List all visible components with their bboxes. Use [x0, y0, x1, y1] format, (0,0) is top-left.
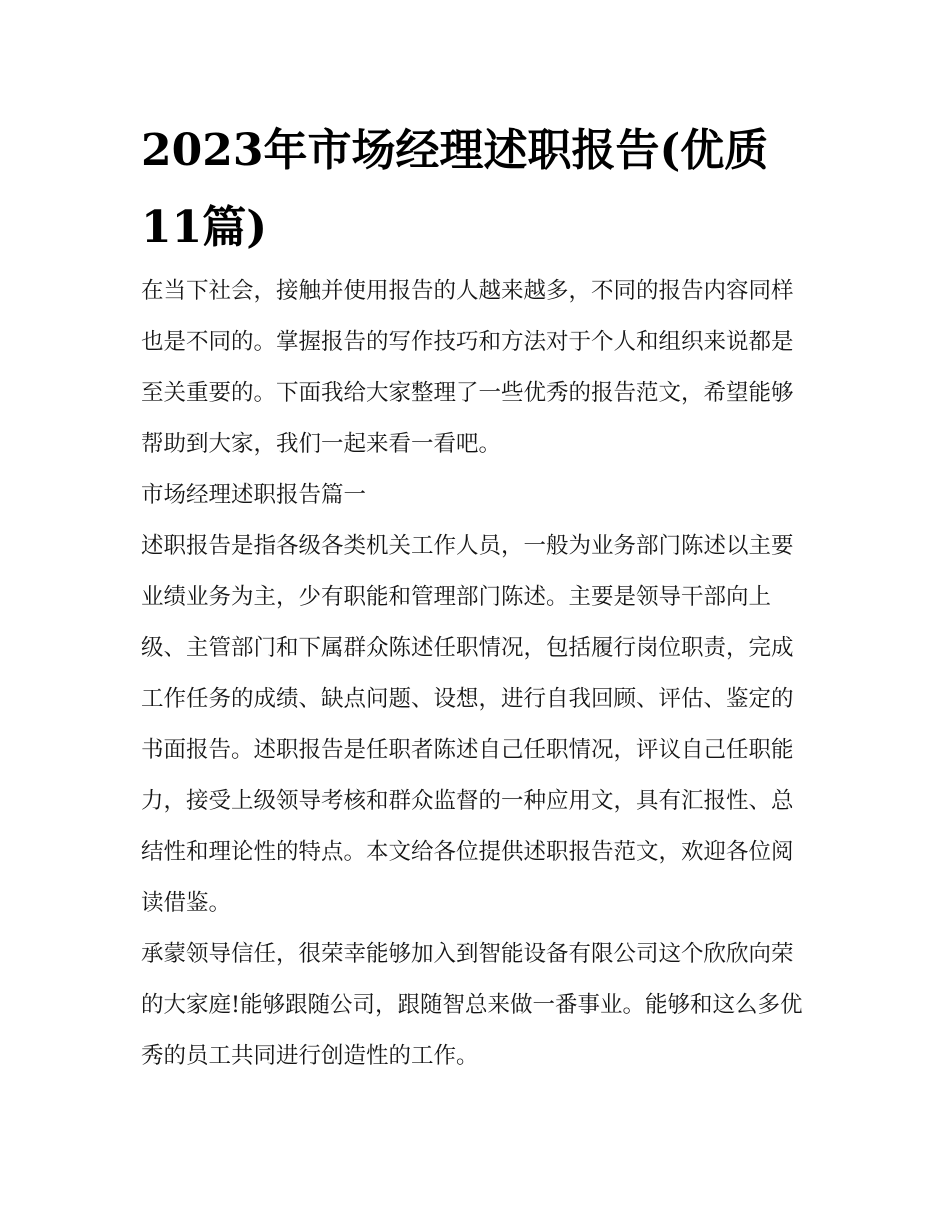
- body-paragraph: 承蒙领导信任，很荣幸能够加入到智能设备有限公司这个欣欣向荣的大家庭!能够跟随公司，跟随智总来做一番事业。能够和这么多优秀的员工共同进行创造性的工作。: [141, 941, 803, 1069]
- section-heading: 市场经理述职报告篇一: [141, 482, 367, 508]
- document-title: 2023年市场经理述职报告(优质11篇): [141, 125, 769, 253]
- body-paragraph: 述职报告是指各级各类机关工作人员，一般为业务部门陈述以主要业绩业务为主，少有职能和管理部门陈述。主要是领导干部向上级、主管部门和下属群众陈述任职情况，包括履行岗位职责，完成工作任务的成绩、缺点问题、设想，进行自我回顾、评估、鉴定的书面报告。述职报告是任职者陈述自己任职情况，评议自己任职能力，接受上级领导考核和群众监督的一种应用文，具有汇报性、总结性和理论性的特点。本文给各位提供述职报告范文，欢迎各位阅读借鉴。: [141, 533, 794, 916]
- document-body: [141, 112, 813, 1082]
- intro-paragraph: 在当下社会，接触并使用报告的人越来越多，不同的报告内容同样也是不同的。掌握报告的写作技巧和方法对于个人和组织来说都是至关重要的。下面我给大家整理了一些优秀的报告范文，希望能够帮助到大家，我们一起来看一看吧。: [141, 278, 794, 457]
